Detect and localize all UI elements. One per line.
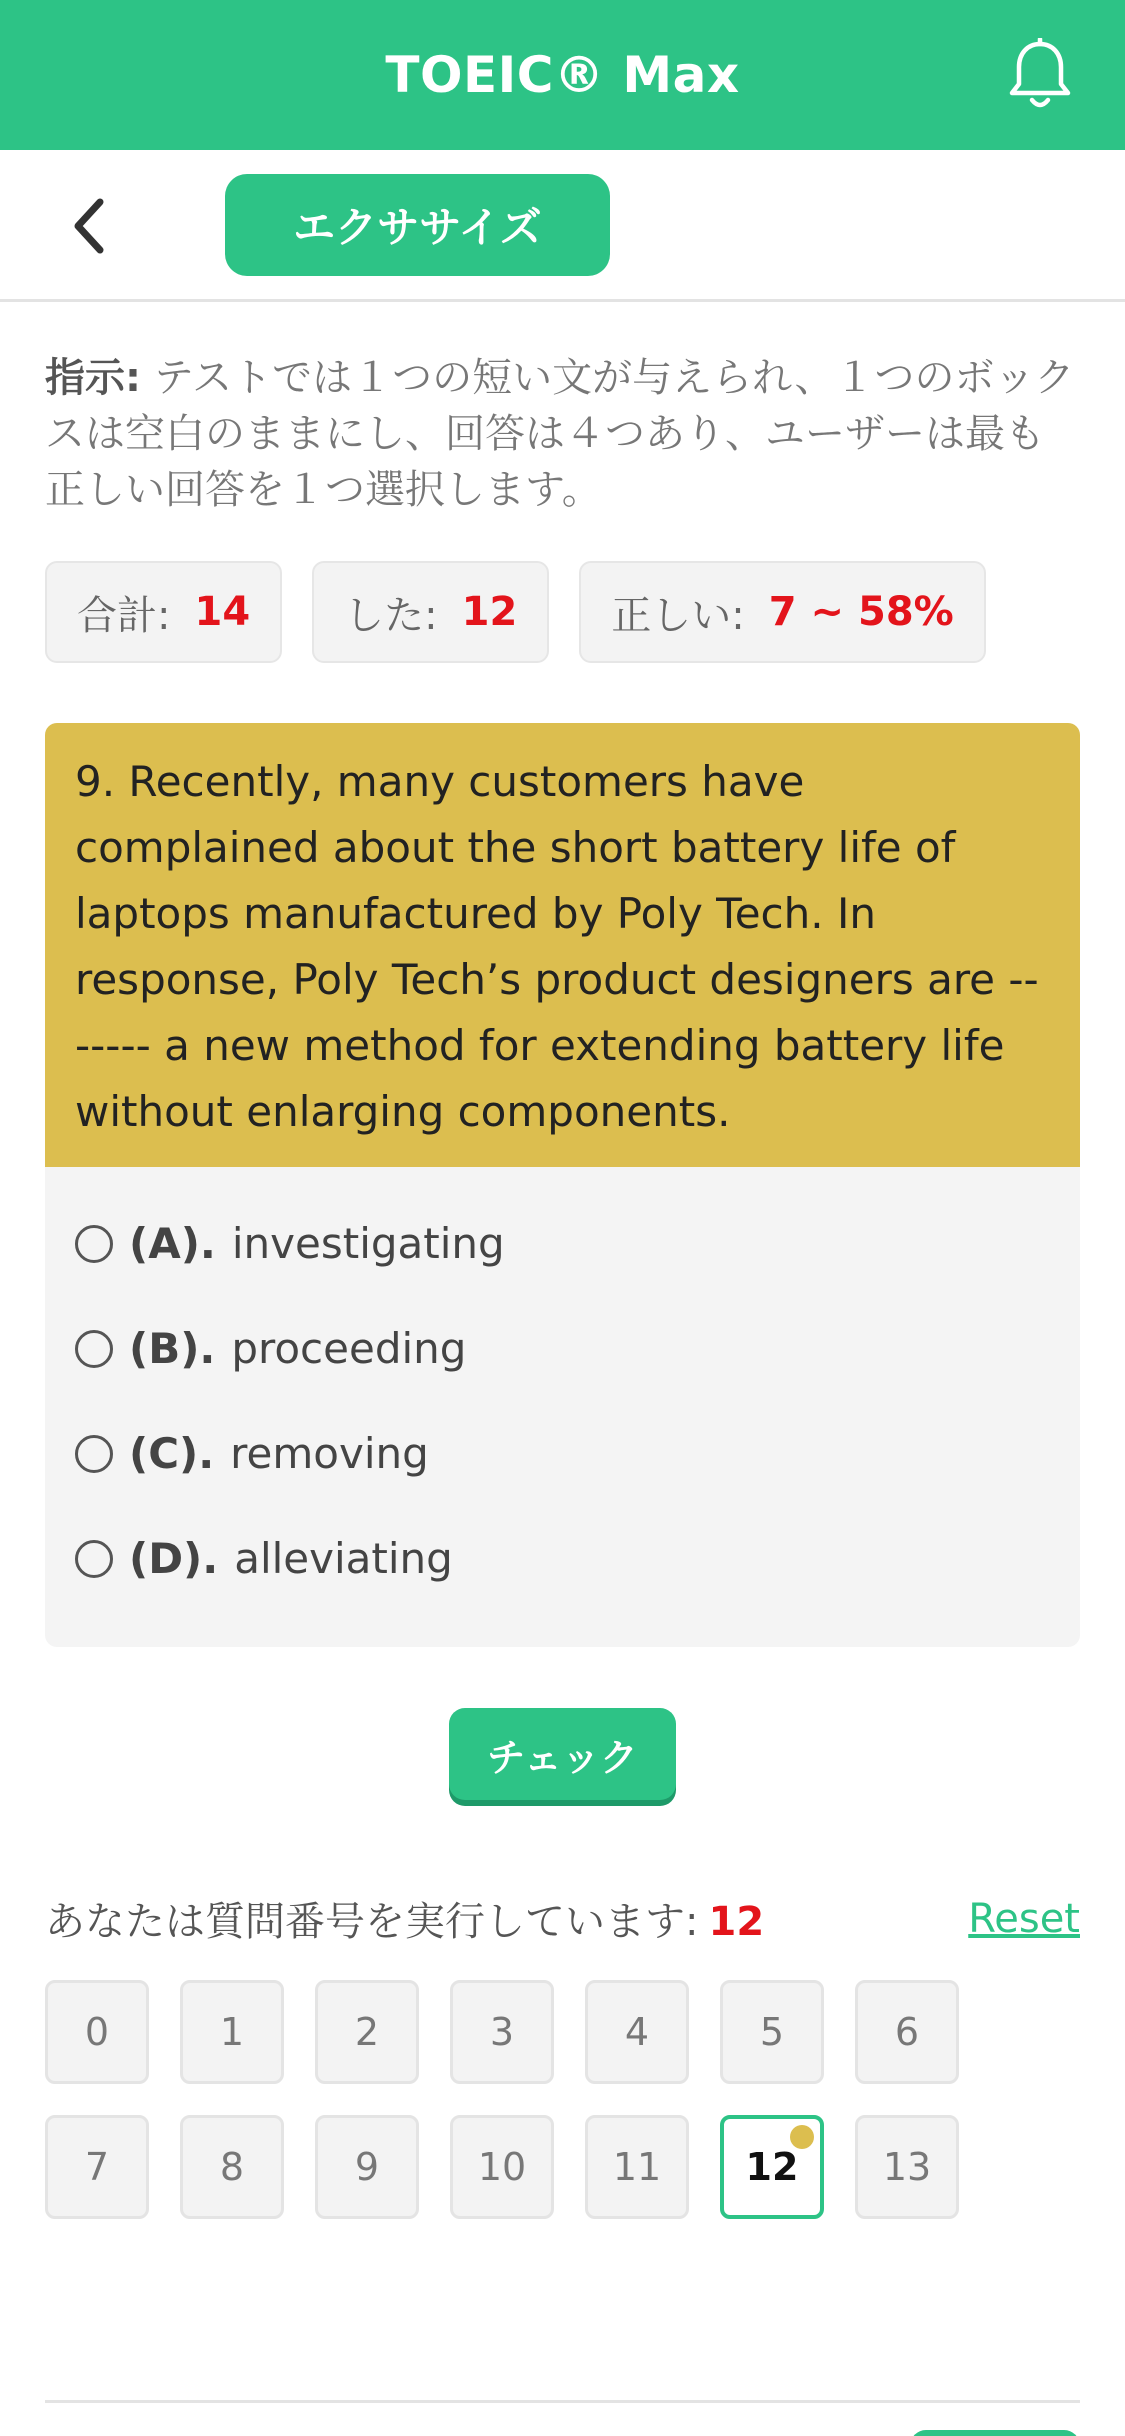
question-number-button[interactable]: 2 — [315, 1980, 419, 2084]
stat-done-label: した: — [344, 592, 438, 639]
stat-correct — [579, 561, 985, 663]
question-number-button[interactable]: 8 — [180, 2115, 284, 2219]
option-text: proceeding — [231, 1324, 467, 1373]
question-number-button[interactable]: 11 — [585, 2115, 689, 2219]
question-number-button[interactable]: 7 — [45, 2115, 149, 2219]
next-button[interactable] — [910, 2430, 1080, 2436]
sub-header — [0, 150, 1125, 302]
app-bar — [0, 0, 1125, 150]
question-number-button[interactable]: 10 — [450, 2115, 554, 2219]
app-title: TOEIC® Max — [385, 46, 740, 104]
option-letter: (D). — [129, 1534, 219, 1583]
check-button[interactable]: チェック — [449, 1708, 676, 1800]
question-number-button-current[interactable] — [720, 2115, 824, 2219]
chevron-left-icon[interactable] — [62, 196, 122, 256]
question-number-button[interactable]: 0 — [45, 1980, 149, 2084]
question-number-button[interactable]: 13 — [855, 2115, 959, 2219]
bell-icon[interactable] — [1005, 38, 1075, 112]
radio-button[interactable] — [75, 1225, 113, 1263]
question-number-button[interactable]: 6 — [855, 1980, 959, 2084]
stat-total-label: 合計: — [77, 592, 171, 639]
divider — [45, 2400, 1080, 2403]
stat-done — [312, 561, 549, 663]
option-letter: (C). — [129, 1429, 215, 1478]
radio-button[interactable] — [75, 1540, 113, 1578]
progress-row — [45, 1890, 1080, 1947]
stats-row — [45, 561, 986, 663]
question-number-button[interactable]: 5 — [720, 1980, 824, 2084]
option-letter: (A). — [129, 1219, 216, 1268]
question-card — [45, 723, 1080, 1647]
instruction-label: 指示: — [45, 355, 141, 401]
option-b[interactable] — [45, 1296, 1080, 1401]
question-number-button[interactable]: 4 — [585, 1980, 689, 2084]
option-letter: (B). — [129, 1324, 216, 1373]
question-number-button[interactable]: 3 — [450, 1980, 554, 2084]
question-number-grid — [45, 1980, 959, 2219]
question-number-button[interactable]: 1 — [180, 1980, 284, 2084]
current-indicator-dot — [790, 2125, 814, 2149]
instruction-body: テストでは１つの短い文が与えられ、１つのボックスは空白のままにし、回答は４つあり、ユーザーは最も正しい回答を１つ選択します。 — [45, 355, 1075, 513]
stat-total — [45, 561, 282, 663]
exercise-tab[interactable]: エクササイズ — [225, 174, 610, 276]
question-text: 9. Recently, many customers have complained about the short battery life of laptops manufactured by Poly Tech. In response, Poly Tech’s product designers are ------- a new method for extending battery life without enlarging components. — [45, 723, 1080, 1167]
radio-button[interactable] — [75, 1330, 113, 1368]
option-c[interactable] — [45, 1401, 1080, 1506]
answer-options — [45, 1167, 1080, 1611]
option-text: removing — [230, 1429, 429, 1478]
progress-label — [45, 1890, 764, 1947]
stat-correct-label: 正しい: — [611, 592, 745, 639]
option-text: investigating — [231, 1219, 505, 1268]
instruction-text — [45, 350, 1075, 518]
progress-text: あなたは質問番号を実行しています: — [45, 1899, 699, 1945]
stat-total-value: 14 — [194, 589, 251, 635]
question-number-button[interactable]: 9 — [315, 2115, 419, 2219]
question-number-label: 12 — [745, 2145, 799, 2189]
option-d[interactable] — [45, 1506, 1080, 1611]
option-a[interactable] — [45, 1191, 1080, 1296]
option-text: alleviating — [234, 1534, 453, 1583]
radio-button[interactable] — [75, 1435, 113, 1473]
stat-done-value: 12 — [461, 589, 518, 635]
progress-current: 12 — [708, 1899, 765, 1945]
reset-link[interactable]: Reset — [968, 1895, 1080, 1942]
stat-correct-value: 7 ~ 58% — [768, 589, 954, 635]
